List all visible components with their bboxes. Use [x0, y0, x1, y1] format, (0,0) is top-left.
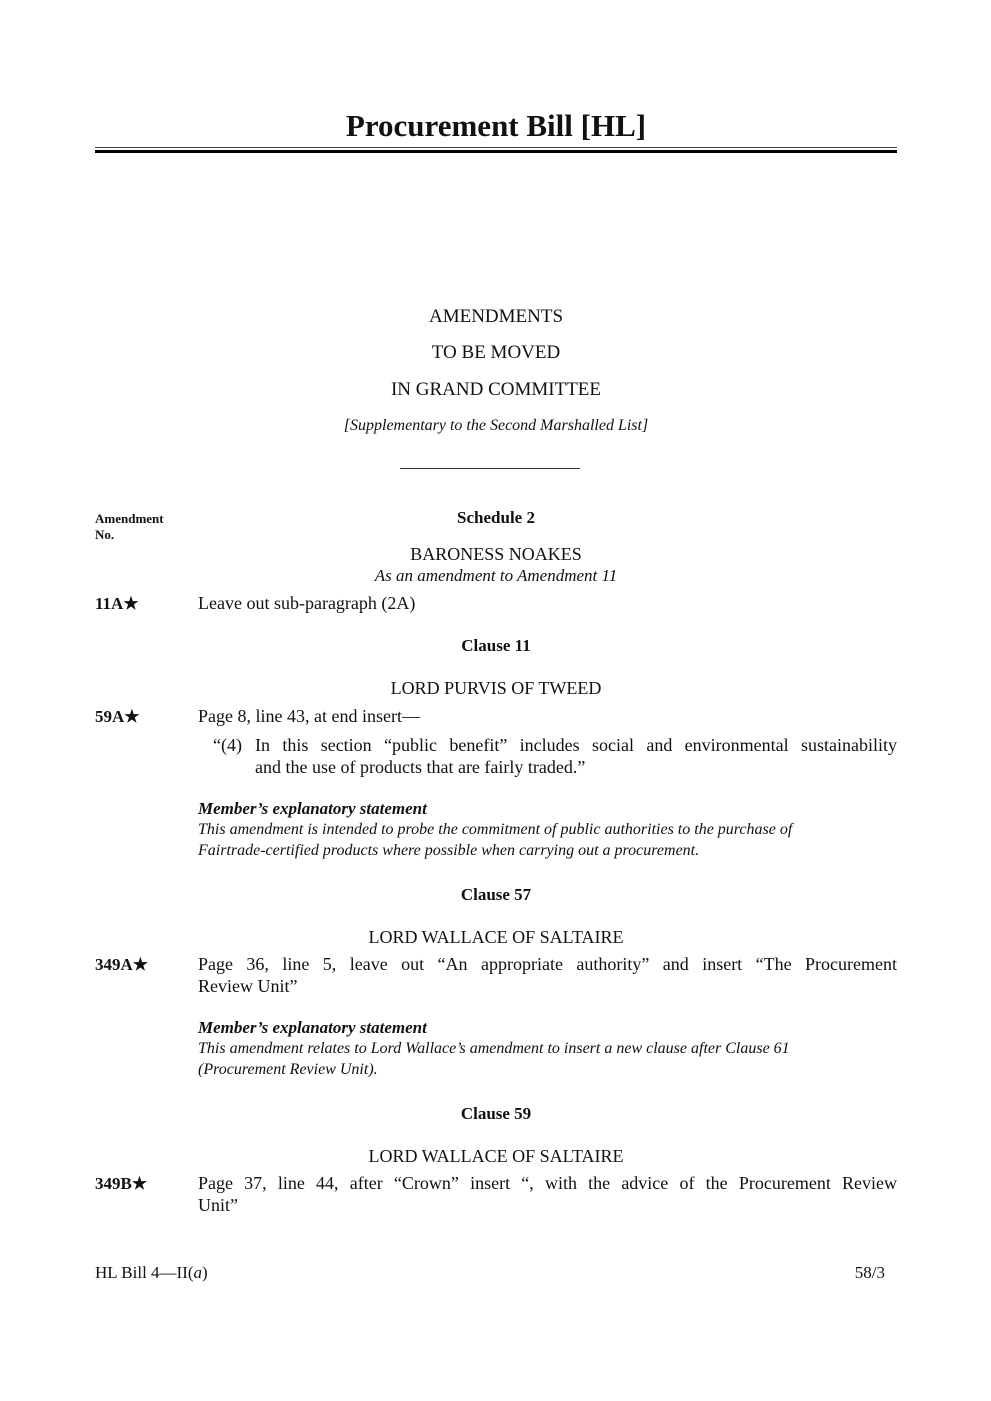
- amendment-number: 11A★: [95, 594, 139, 613]
- statement-heading: Member’s explanatory statement: [198, 799, 427, 818]
- heading-line-2: TO BE MOVED: [431, 342, 561, 363]
- member-name: LORD PURVIS OF TWEED: [390, 678, 602, 698]
- heading-subtitle: [Supplementary to the Second Marshalled List]: [343, 417, 649, 434]
- section-heading: Clause 57: [460, 885, 532, 904]
- statement-heading: Member’s explanatory statement: [198, 1018, 427, 1037]
- member-name: LORD WALLACE OF SALTAIRE: [368, 1146, 624, 1166]
- section-heading: Clause 11: [461, 636, 531, 655]
- insert-text-line: and the use of products that are fairly traded.”: [255, 757, 586, 777]
- statement-line: This amendment is intended to probe the commitment of public authorities to the purchase of: [198, 821, 793, 838]
- section-heading: Schedule 2: [457, 508, 535, 527]
- member-name: LORD WALLACE OF SALTAIRE: [368, 927, 624, 947]
- amendment-text: Leave out sub-paragraph (2A): [198, 593, 416, 613]
- amendment-number: 349B★: [95, 1174, 148, 1193]
- title-rule-thick: [95, 150, 897, 153]
- footer-bill-number: [95, 1263, 208, 1283]
- statement-line: This amendment relates to Lord Wallace’s amendment to insert a new clause after Clause 61: [198, 1040, 790, 1057]
- title-rule-thin: [95, 147, 897, 148]
- statement-line: (Procurement Review Unit).: [198, 1061, 378, 1078]
- amendment-text-line: Page 37, line 44, after “Crown” insert “, with the advice of the Procurement Review: [198, 1173, 897, 1193]
- insert-subsection-number: “(4): [213, 735, 242, 755]
- amendment-text: Page 8, line 43, at end insert—: [198, 706, 420, 726]
- bill-italic: a: [193, 1263, 203, 1282]
- label-line-1: Amendment: [95, 511, 164, 526]
- section-divider: [400, 468, 580, 469]
- statement-line: Fairtrade-certified products where possible when carrying out a procurement.: [198, 842, 700, 859]
- document-title: Procurement Bill [HL]: [345, 108, 647, 143]
- amendment-number: 59A★: [95, 707, 140, 726]
- amendment-text-line: Review Unit”: [198, 976, 298, 996]
- heading-line-3: IN GRAND COMMITTEE: [390, 379, 602, 400]
- heading-line-1: AMENDMENTS: [428, 306, 564, 327]
- amendment-number: 349A★: [95, 955, 149, 974]
- bill-prefix: HL Bill 4—II(: [95, 1263, 194, 1282]
- amendment-text-line: Unit”: [198, 1195, 238, 1215]
- footer-page-number: 58/3: [854, 1263, 885, 1282]
- insert-text-line: In this section “public benefit” includes social and environmental sustainability: [255, 735, 897, 755]
- bill-suffix: ): [202, 1263, 208, 1282]
- amendment-text-line: Page 36, line 5, leave out “An appropriate authority” and insert “The Procurement: [198, 954, 897, 974]
- member-name: BARONESS NOAKES: [410, 544, 582, 564]
- label-line-2: No.: [95, 527, 115, 542]
- section-heading: Clause 59: [460, 1104, 532, 1123]
- amendment-note: As an amendment to Amendment 11: [374, 566, 618, 585]
